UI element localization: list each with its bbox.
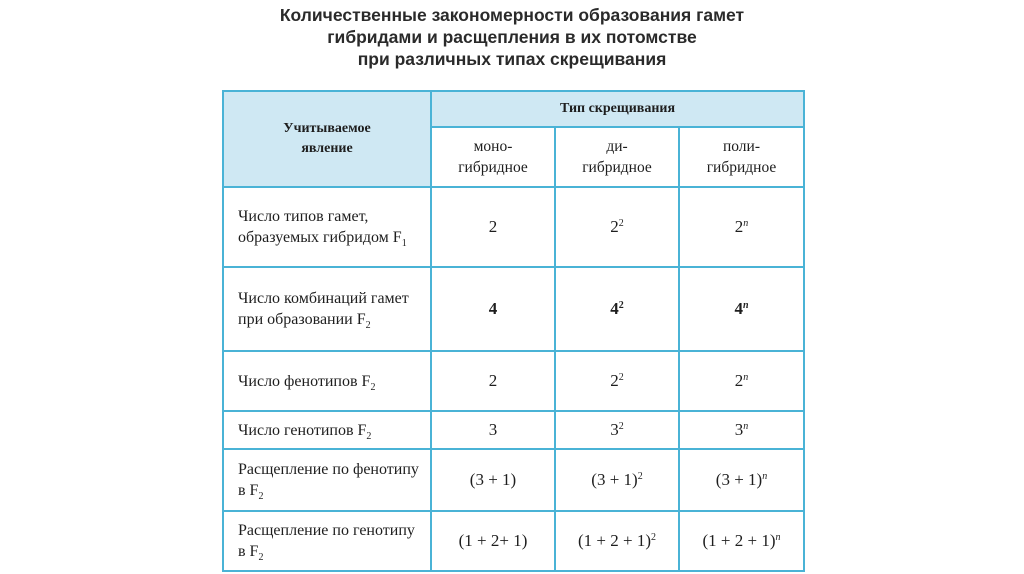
table-row bbox=[223, 411, 804, 449]
cell-mono: 2 bbox=[431, 187, 555, 267]
cell-poly: 3$^n$ bbox=[679, 411, 804, 449]
cell-mono: (3 + 1) bbox=[431, 449, 555, 511]
table-row bbox=[223, 267, 804, 351]
header-di: ди-гибридное bbox=[555, 127, 679, 187]
cell-poly: 4$^n$ bbox=[679, 267, 804, 351]
cell-di: $2^2$ bbox=[555, 351, 679, 411]
cell-poly: $(1 + 2 + 1)^n$ bbox=[679, 511, 804, 571]
table-row bbox=[223, 351, 804, 411]
cell-mono: 3 bbox=[431, 411, 555, 449]
cell-di: $4^2$ bbox=[555, 267, 679, 351]
cell-di: $(1 + 2 + 1)^2$ bbox=[555, 511, 679, 571]
cell-poly: $(3 + 1)^n$ bbox=[679, 449, 804, 511]
cross-types-table bbox=[222, 90, 805, 572]
header-poly: поли-гибридное bbox=[679, 127, 804, 187]
cell-mono: (1 + 2+ 1) bbox=[431, 511, 555, 571]
header-phenomenon: Учитываемое явление bbox=[223, 91, 431, 187]
cell-di: $3^2$ bbox=[555, 411, 679, 449]
title-line-1: Количественные закономерности образования гамет bbox=[279, 5, 745, 25]
page-title bbox=[0, 4, 1024, 70]
table-row bbox=[223, 511, 804, 571]
row-label: Расщепление по фенотипу в $F_2$ bbox=[223, 449, 431, 511]
cell-poly: 2$^n$ bbox=[679, 351, 804, 411]
row-label: Число типов гамет, образуемых гибридом $F_1$ bbox=[223, 187, 431, 267]
cell-poly: 2$^n$ bbox=[679, 187, 804, 267]
cell-di: $(3 + 1)^2$ bbox=[555, 449, 679, 511]
title-line-3: при различных типах скрещивания bbox=[357, 49, 667, 69]
row-label: Число генотипов $F_2$ bbox=[223, 411, 431, 449]
row-label: Расщепление по генотипу в $F_2$ bbox=[223, 511, 431, 571]
table-row bbox=[223, 187, 804, 267]
row-label: Число комбинаций гамет при образовании $F_2$ bbox=[223, 267, 431, 351]
cell-mono: 4 bbox=[431, 267, 555, 351]
table-row bbox=[223, 449, 804, 511]
cell-mono: 2 bbox=[431, 351, 555, 411]
row-label: Число фенотипов $F_2$ bbox=[223, 351, 431, 411]
header-mono: моно-гибридное bbox=[431, 127, 555, 187]
title-line-2: гибридами и расщепления в их потомстве bbox=[327, 27, 697, 47]
cell-di: $2^2$ bbox=[555, 187, 679, 267]
header-cross-type: Тип скрещивания bbox=[431, 91, 804, 127]
